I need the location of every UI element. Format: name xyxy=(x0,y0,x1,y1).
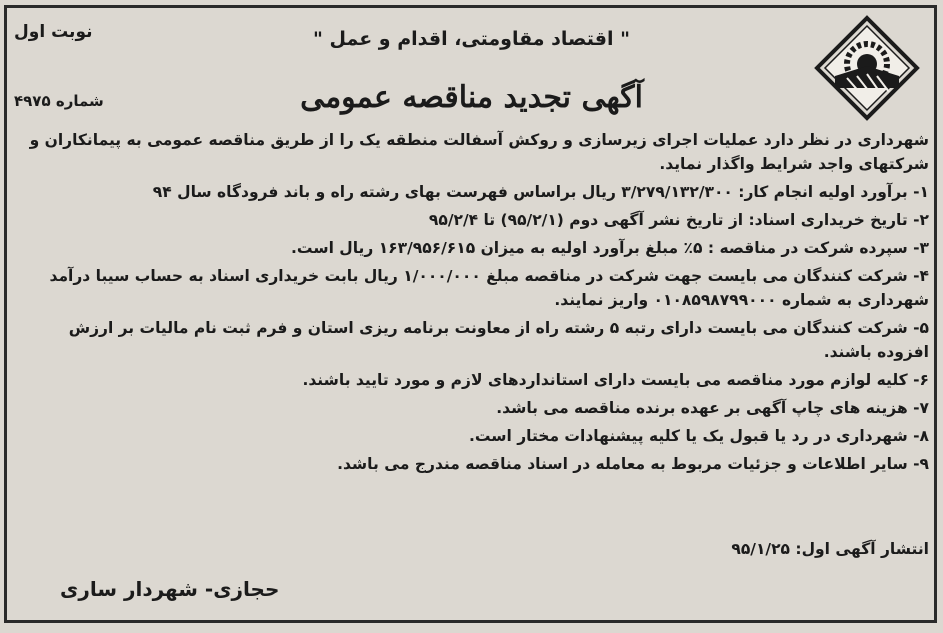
condition-text: ۶- کلیه لوازم مورد مناقصه می بایست دارای استانداردهای لازم و مورد تایید باشند. xyxy=(302,371,929,389)
condition-text: از تاریخ نشر آگهی دوم (۹۵/۲/۱) تا ۹۵/۲/۴ xyxy=(428,211,749,229)
slogan: " اقتصاد مقاومتی، اقدام و عمل " xyxy=(313,28,630,50)
intro-paragraph: شهرداری در نظر دارد عملیات اجرای زیرسازی و روکش آسفالت منطقه یک را از طریق مناقصه عمومی به پیمانکاران و شرکتهای واجد شرایط واگذار نماید. xyxy=(29,131,929,173)
sari-municipality-logo-icon xyxy=(813,14,921,122)
condition-label: ۳- سپرده شرکت در مناقصه : xyxy=(707,239,929,257)
condition-item-7 xyxy=(15,396,929,420)
condition-text: ۵٪ مبلغ برآورد اولیه به میزان ۱۶۳/۹۵۶/۶۱۵ ریال است. xyxy=(291,239,708,257)
notice-number: شماره ۴۹۷۵ xyxy=(14,92,104,110)
condition-label: ۲- تاریخ خریداری اسناد: xyxy=(748,211,929,229)
condition-text: مبلغ ۱/۰۰۰/۰۰۰ ریال بابت خریداری اسناد به حساب سیبا درآمد شهرداری به شماره ۰۱۰۸۵۹۸۷۹۹۰۰۰ واریز نمایند. xyxy=(49,267,929,309)
condition-label: ۴- شرکت کنندگان می بایست جهت شرکت در مناقصه xyxy=(524,267,929,285)
condition-text: ۹- سایر اطلاعات و جزئیات مربوط به معامله در اسناد مناقصه مندرج می باشد. xyxy=(337,455,929,473)
notice-title: آگهی تجدید مناقصه عمومی xyxy=(300,80,643,115)
condition-item-2 xyxy=(15,208,929,232)
condition-item-5 xyxy=(15,316,929,364)
condition-text: ۵- شرکت کنندگان می بایست دارای رتبه ۵ رشته راه از معاونت برنامه ریزی استان و فرم ثبت نام مالیات بر ارزش افزوده باشند. xyxy=(68,319,929,361)
condition-text: ۸- شهرداری در رد یا قبول یک یا کلیه پیشنهادات مختار است. xyxy=(468,427,929,445)
condition-label: ۱- برآورد اولیه انجام کار: xyxy=(738,183,929,201)
condition-item-4 xyxy=(15,264,929,312)
signature: حجازی- شهردار ساری xyxy=(60,577,280,601)
condition-item-9 xyxy=(15,452,929,476)
notice-header xyxy=(0,0,943,130)
condition-text: ۷- هزینه های چاپ آگهی بر عهده برنده مناقصه می باشد. xyxy=(496,399,929,417)
condition-item-8 xyxy=(15,424,929,448)
notice-body xyxy=(15,128,929,476)
publication-turn: نوبت اول xyxy=(14,22,93,42)
condition-item-3 xyxy=(15,236,929,260)
condition-item-1 xyxy=(15,180,929,204)
condition-text: ۳/۲۷۹/۱۳۲/۳۰۰ ریال براساس فهرست بهای رشته راه و باند فرودگاه سال ۹۴ xyxy=(152,183,739,201)
condition-item-6 xyxy=(15,368,929,392)
first-publication-date: انتشار آگهی اول: ۹۵/۱/۲۵ xyxy=(731,540,929,558)
